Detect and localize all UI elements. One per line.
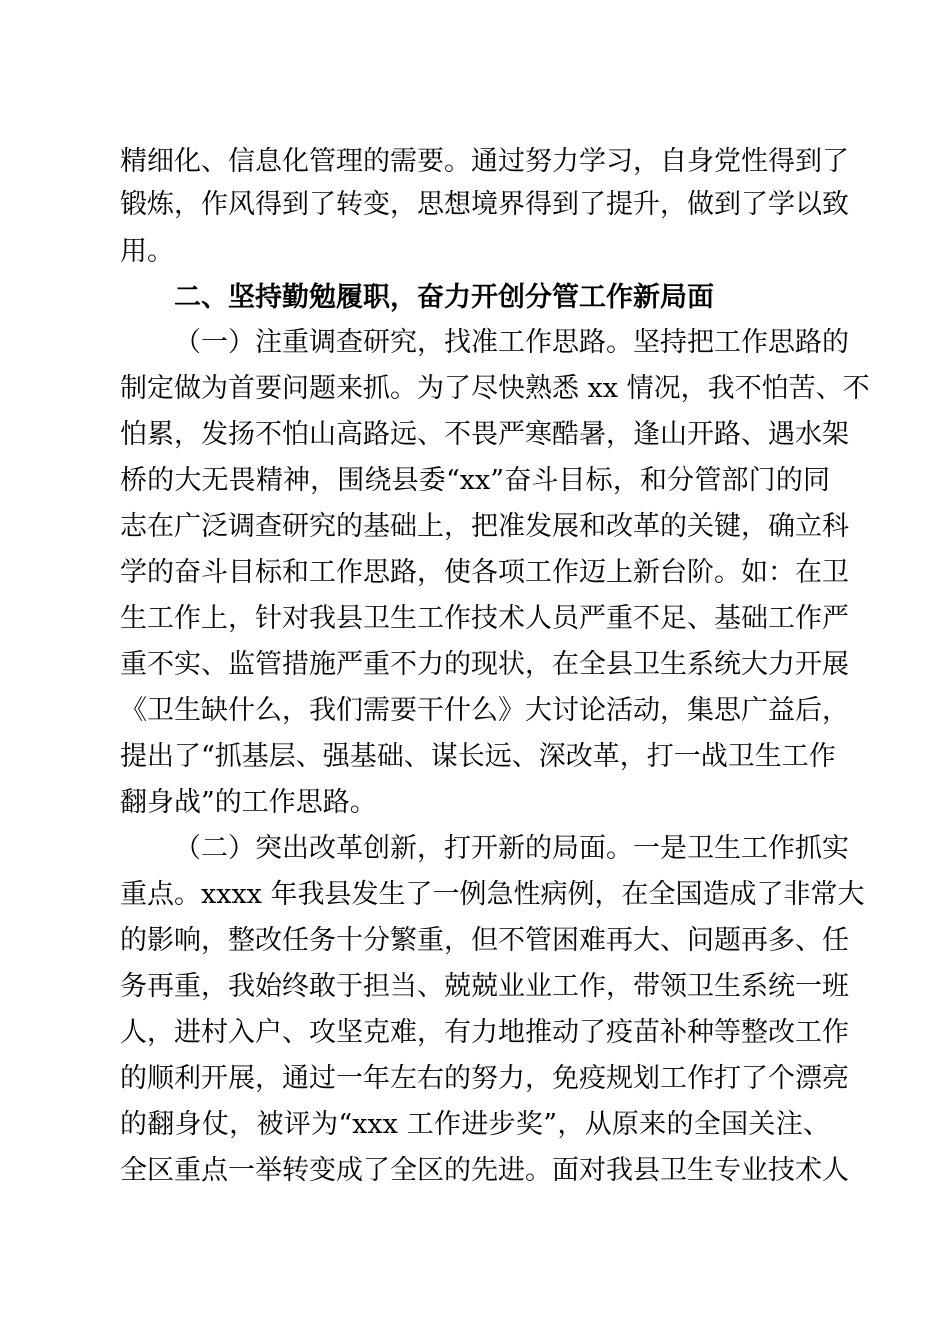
paragraph-line: 重点。xxxx 年我县发生了一例急性病例，在全国造成了非常大 (120, 879, 865, 910)
paragraph-line: 制定做为首要问题来抓。为了尽快熟悉 xx 情况，我不怕苦、不 (120, 373, 870, 404)
paragraph-line: 务再重，我始终敢于担当、兢兢业业工作，带领卫生系统一班 (120, 971, 849, 1002)
paragraph-line: 锻炼，作风得到了转变，思想境界得到了提升，做到了学以致 (120, 189, 849, 220)
paragraph-line: 怕累，发扬不怕山高路远、不畏严寒酷暑，逢山开路、遇水架 (120, 419, 849, 450)
paragraph-line: 的顺利开展，通过一年左右的努力，免疫规划工作打了个漂亮 (120, 1063, 849, 1094)
paragraph-line: 用。 (120, 236, 174, 267)
paragraph-line: 翻身战”的工作思路。 (120, 787, 377, 818)
paragraph-line: 精细化、信息化管理的需要。通过努力学习，自身党性得到了 (120, 146, 849, 177)
paragraph-line: 志在广泛调查研究的基础上，把准发展和改革的关键，确立科 (120, 511, 849, 542)
paragraph-line: （一）注重调查研究，找准工作思路。坚持把工作思路的 (174, 327, 849, 358)
paragraph-line: （二）突出改革创新，打开新的局面。一是卫生工作抓实 (174, 833, 849, 864)
section-heading: 二、坚持勤勉履职，奋力开创分管工作新局面 (174, 282, 714, 313)
paragraph-line: 的翻身仗，被评为“xxx 工作进步奖”，从原来的全国关注、 (120, 1109, 830, 1140)
paragraph-line: 人，进村入户、攻坚克难，有力地推动了疫苗补种等整改工作 (120, 1017, 849, 1048)
paragraph-line: 重不实、监管措施严重不力的现状，在全县卫生系统大力开展 (120, 649, 849, 680)
paragraph-line: 桥的大无畏精神，围绕县委“xx”奋斗目标，和分管部门的同 (120, 465, 830, 496)
paragraph-line: 提出了“抓基层、强基础、谋长远、深改革，打一战卫生工作 (120, 741, 836, 772)
paragraph-line: 的影响，整改任务十分繁重，但不管困难再大、问题再多、任 (120, 925, 849, 956)
paragraph-line: 生工作上，针对我县卫生工作技术人员严重不足、基础工作严 (120, 603, 849, 634)
paragraph-line: 《卫生缺什么，我们需要干什么》大讨论活动，集思广益后， (120, 695, 849, 726)
paragraph-line: 全区重点一举转变成了全区的先进。面对我县卫生专业技术人 (120, 1155, 849, 1186)
paragraph-line: 学的奋斗目标和工作思路，使各项工作迈上新台阶。如：在卫 (120, 557, 849, 588)
